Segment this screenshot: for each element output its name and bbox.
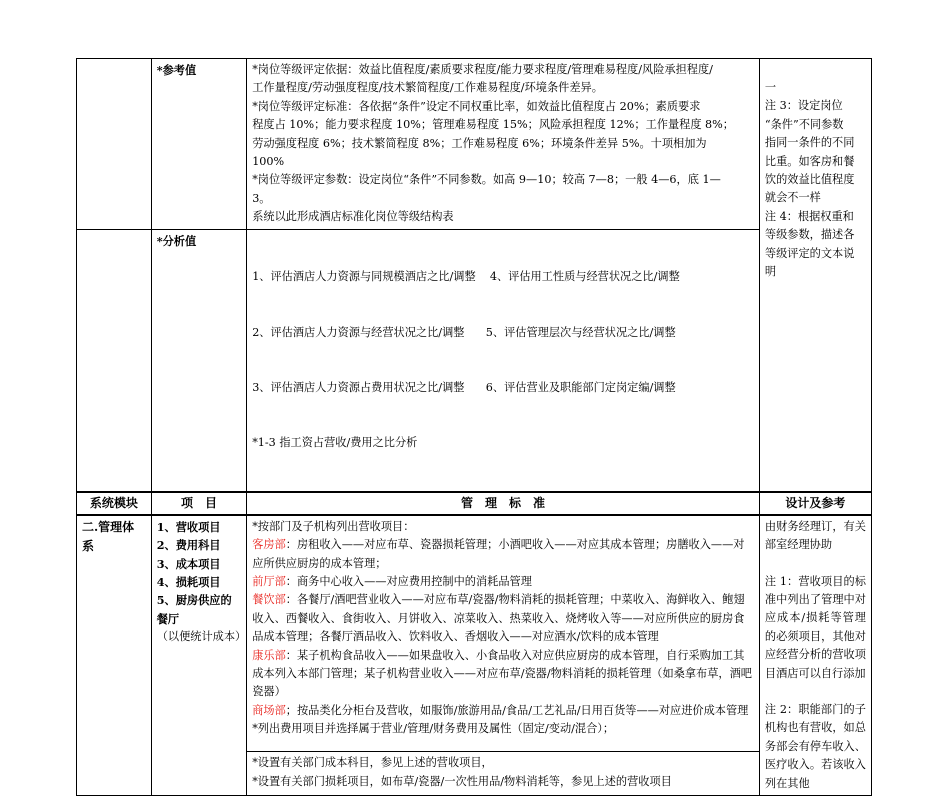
note-line: 指同一条件的不同 [764, 136, 855, 150]
text-line: 100% [252, 155, 285, 169]
standard-expense: *列出费用项目并选择属于营业/管理/财务费用及属性（固定/变动/混合）； [252, 722, 615, 736]
dept-mall [252, 702, 754, 720]
note-line: 饮的效益比值程度 [764, 173, 855, 187]
note-line: 等级评定的文本说 [764, 246, 855, 260]
dept-frontdesk [252, 573, 754, 591]
dept-frontdesk-name: 前厅部 [252, 574, 286, 588]
note-1: 注 1：营收项目的标准中列出了管理中对应成本/损耗等管理的必须项目，其他对应经营分析的营收项目酒店可以自行添加 [764, 574, 866, 680]
note-line: “条件”不同参数 [764, 117, 844, 131]
dept-rooms [252, 536, 754, 573]
item-cost: 3、成本项目 [156, 556, 221, 571]
note-owner: 由财务经理订，有关部室经理协助 [764, 519, 866, 552]
note-line: 注 4：根据权重和 [764, 209, 854, 223]
dept-recreation-text: ：某子机构食品收入——如果盘收入、小食品收入对应供应厨房的成本管理，自行采购加工其成本列入本部门管理；某子机构营业收入——对应布草/瓷器/物料消耗的损耗管理（如桑拿布草，酒吧瓷器） [252, 648, 752, 699]
dept-fnb-name: 餐饮部 [252, 593, 286, 607]
text-line: 劳动强度程度 6%；技术繁简程度 8%；工作难易程度 6%；环境条件差异 5%。十项相加为 [252, 136, 707, 150]
text-line: 1、评估酒店人力资源与同规模酒店之比/调整 4、评估用工性质与经营状况之比/调整 [252, 270, 680, 284]
text-line: *岗位等级评定参数：设定岗位“条件”不同参数。如高 9—10；较高 7—8；一般 4—6，底 1— [252, 173, 721, 187]
dept-mall-text: ；按品类化分柜台及营收，如服饰/旅游用品/食品/工艺礼品/日用百货等——对应进价成本管理 [285, 703, 749, 717]
reference-value-row [77, 59, 872, 230]
item-revenue: 1、营收项目 [156, 519, 221, 534]
header-design: 设计及参考 [759, 492, 871, 514]
text-line: 3。 [252, 191, 271, 205]
text-line: 程度占 10%；能力要求程度 10%；管理难易程度 15%；风险承担程度 12%；工作量程度 8%； [252, 118, 734, 132]
header-module: 系统模块 [77, 492, 152, 514]
text-line: *岗位等级评定依据：效益比值程度/素质要求程度/能力要求程度/管理难易程度/风险承担程度/ [252, 63, 713, 76]
module-management-system [77, 515, 152, 796]
standard-cost-loss-content [247, 752, 760, 796]
dept-recreation-name: 康乐部 [252, 648, 286, 662]
reference-value-content [247, 59, 760, 230]
management-system-row [77, 515, 872, 752]
item-expense: 2、费用科目 [156, 538, 221, 553]
dept-fnb-text: ：各餐厅/酒吧营业收入——对应布草/瓷器/物料消耗的损耗管理；中菜收入、海鲜收入、鲍翅收入、西餐收入、食街收入、月饼收入、凉菜收入、热菜收入、烧烤收入等——对应所供应的厨房食品成本管理；各餐厅酒品收入、饮料收入、香烟收入——对应酒水/饮料的成本管理 [252, 593, 745, 644]
text-line: 工作量程度/劳动强度程度/技术繁简程度/工作难易程度/环境条件差异。 [252, 81, 603, 95]
dept-rooms-text: ：房租收入——对应布草、瓷器损耗管理；小酒吧收入——对应其成本管理；房膳收入——对应所供应厨房的成本管理； [252, 538, 745, 570]
text-line: 3、评估酒店人力资源占费用状况之比/调整 6、评估营业及职能部门定岗定编/调整 [252, 380, 676, 394]
note-line: 一 [764, 81, 777, 94]
text-line: *1-3 指工资占营收/费用之比分析 [252, 436, 418, 450]
item-loss: 4、损耗项目 [156, 574, 221, 589]
standard-loss: *设置有关部门损耗项目，如布草/瓷器/一次性用品/物料消耗等，参见上述的营收项目 [252, 774, 672, 788]
note-line: 就会不一样 [764, 191, 821, 205]
design-notes-bottom [759, 515, 871, 796]
text-line: 系统以此形成酒店标准化岗位等级结构表 [252, 210, 454, 224]
management-standard-table [76, 58, 872, 796]
dept-recreation [252, 647, 754, 702]
analysis-value-label: *分析值 [151, 229, 246, 492]
item-list [151, 515, 246, 796]
note-line: 注 3：设定岗位 [764, 99, 843, 113]
dept-mall-name: 商场部 [252, 703, 286, 717]
note-line: 等级参数，描述各 [764, 228, 855, 242]
standard-revenue-content [247, 515, 760, 752]
design-notes-top [759, 59, 871, 493]
module-cell-empty [77, 59, 152, 230]
dept-fnb [252, 591, 754, 646]
text-line: *岗位等级评定标准：各依据“条件”设定不同权重比率，如效益比值程度占 20%；素质要求 [252, 99, 701, 113]
module-name: 二.管理体系 [82, 519, 135, 554]
text-line: 2、评估酒店人力资源与经营状况之比/调整 5、评估管理层次与经营状况之比/调整 [252, 325, 676, 339]
analysis-value-row [77, 229, 872, 492]
header-standard: 管 理 标 准 [247, 492, 760, 514]
module-cell-empty [77, 229, 152, 492]
note-line: 明 [764, 265, 777, 279]
reference-value-label: *参考值 [151, 59, 246, 230]
standard-intro: *按部门及子机构列出营收项目： [252, 519, 415, 533]
note-2: 注 2：职能部门的子机构也有营收，如总务部会有停车收入、医疗收入。若该收入列在其他 [764, 703, 866, 790]
analysis-value-content [247, 229, 760, 492]
header-item: 项 目 [151, 492, 246, 514]
table-header-row [77, 492, 872, 514]
dept-frontdesk-text: ：商务中心收入——对应费用控制中的消耗品管理 [285, 574, 532, 588]
item-kitchen: 5、厨房供应的餐厅 [156, 593, 232, 626]
item-kitchen-note: （以便统计成本） [156, 630, 247, 644]
dept-rooms-name: 客房部 [252, 538, 286, 552]
standard-cost: *设置有关部门成本科目，参见上述的营收项目， [252, 756, 493, 770]
note-line: 比重。如客房和餐 [764, 154, 855, 168]
